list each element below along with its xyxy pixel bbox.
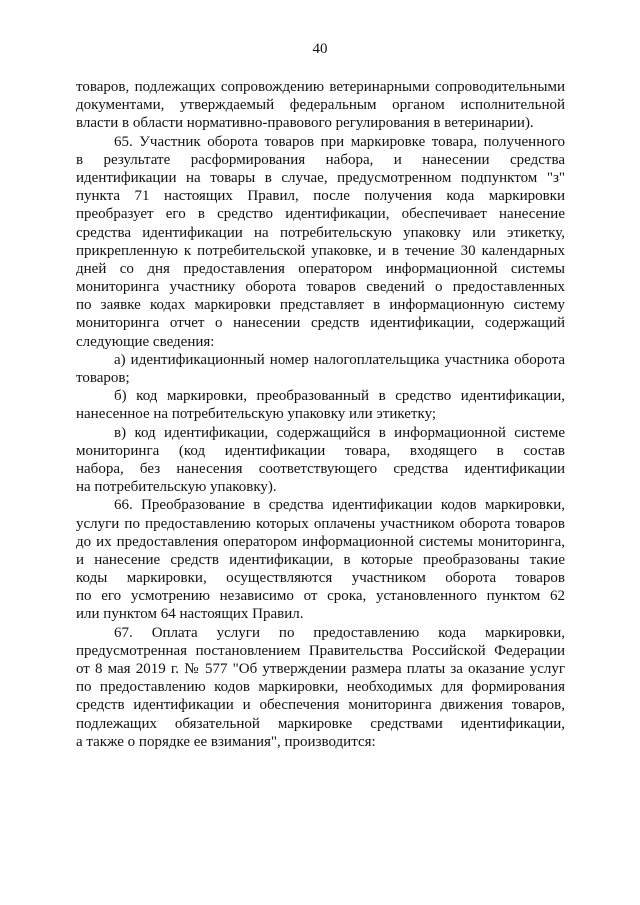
text-line: на потребительскую упаковку). <box>76 479 277 496</box>
text-line: услуги по предоставлению которых оплачены участником оборота товаров <box>76 515 565 532</box>
text-line: документами, утверждаемый федеральным органом исполнительной <box>76 97 565 114</box>
text-line: мониторинга (код идентификации товара, входящего в состав <box>76 442 565 459</box>
text-line: по заявке кодах маркировки представляет в информационную систему <box>76 297 565 314</box>
page-number: 40 <box>312 41 328 57</box>
text-line: до их предоставления оператором информационной системы мониторинга, <box>76 533 565 550</box>
text-line: предусмотренная постановлением Правительства Российской Федерации <box>76 642 565 659</box>
text-line: преобразует его в средство идентификации, обеспечивает нанесение <box>76 206 565 223</box>
text-line: 66. Преобразование в средства идентификации кодов маркировки, <box>114 497 565 514</box>
document-body <box>76 78 565 751</box>
text-line: мониторинга отчет о нанесении средств идентификации, содержащий <box>76 315 565 332</box>
text-line: в результате расформирования набора, и нанесении средства <box>76 151 565 168</box>
text-line: подлежащих обязательной маркировке средствами идентификации, <box>76 715 565 732</box>
text-line: по его усмотрению независимо от срока, установленного пунктом 62 <box>76 588 565 605</box>
text-line: дней со дня предоставления оператором информационной системы <box>76 260 565 277</box>
text-line: пункта 71 настоящих Правил, после получения кода маркировки <box>76 188 565 205</box>
text-line: 65. Участник оборота товаров при маркировке товара, полученного <box>114 133 565 150</box>
text-line: или пунктом 64 настоящих Правил. <box>76 606 304 623</box>
text-line: от 8 мая 2019 г. № 577 "Об утверждении размера платы за оказание услуг <box>76 661 565 677</box>
text-line: товаров; <box>76 370 130 386</box>
text-line: прикрепленную к потребительской упаковке, и в течение 30 календарных <box>76 242 565 259</box>
text-line: коды маркировки, осуществляются участником оборота товаров <box>76 570 565 587</box>
text-line: нанесенное на потребительскую упаковку или этикетку; <box>76 406 437 423</box>
text-line: мониторинга участнику оборота товаров сведений о предоставленных <box>76 279 565 296</box>
text-line: средства идентификации на потребительскую упаковку или этикетку, <box>76 224 565 241</box>
text-line: б) код маркировки, преобразованный в средство идентификации, <box>114 388 565 405</box>
text-line: а) идентификационный номер налогоплательщика участника оборота <box>114 351 565 368</box>
text-line: а также о порядке ее взимания", производится: <box>76 733 376 750</box>
text-line: по предоставлению кодов маркировки, необходимых для формирования <box>76 679 565 696</box>
text-line: товаров, подлежащих сопровождению ветеринарными сопроводительными <box>76 79 565 95</box>
text-line: 67. Оплата услуги по предоставлению кода маркировки, <box>114 624 565 641</box>
text-line: следующие сведения: <box>76 333 215 350</box>
text-line: в) код идентификации, содержащийся в информационной системе <box>114 424 565 441</box>
text-line: идентификации на товары в случае, предусмотренном подпунктом "з" <box>76 169 565 186</box>
text-line: набора, без нанесения соответствующего средства идентификации <box>76 460 565 477</box>
text-line: власти в области нормативно-правового регулирования в ветеринарии). <box>76 115 534 132</box>
text-line: средств идентификации и обеспечения мониторинга движения товаров, <box>76 697 565 714</box>
text-line: и нанесение средств идентификации, в которые преобразованы такие <box>76 551 565 568</box>
